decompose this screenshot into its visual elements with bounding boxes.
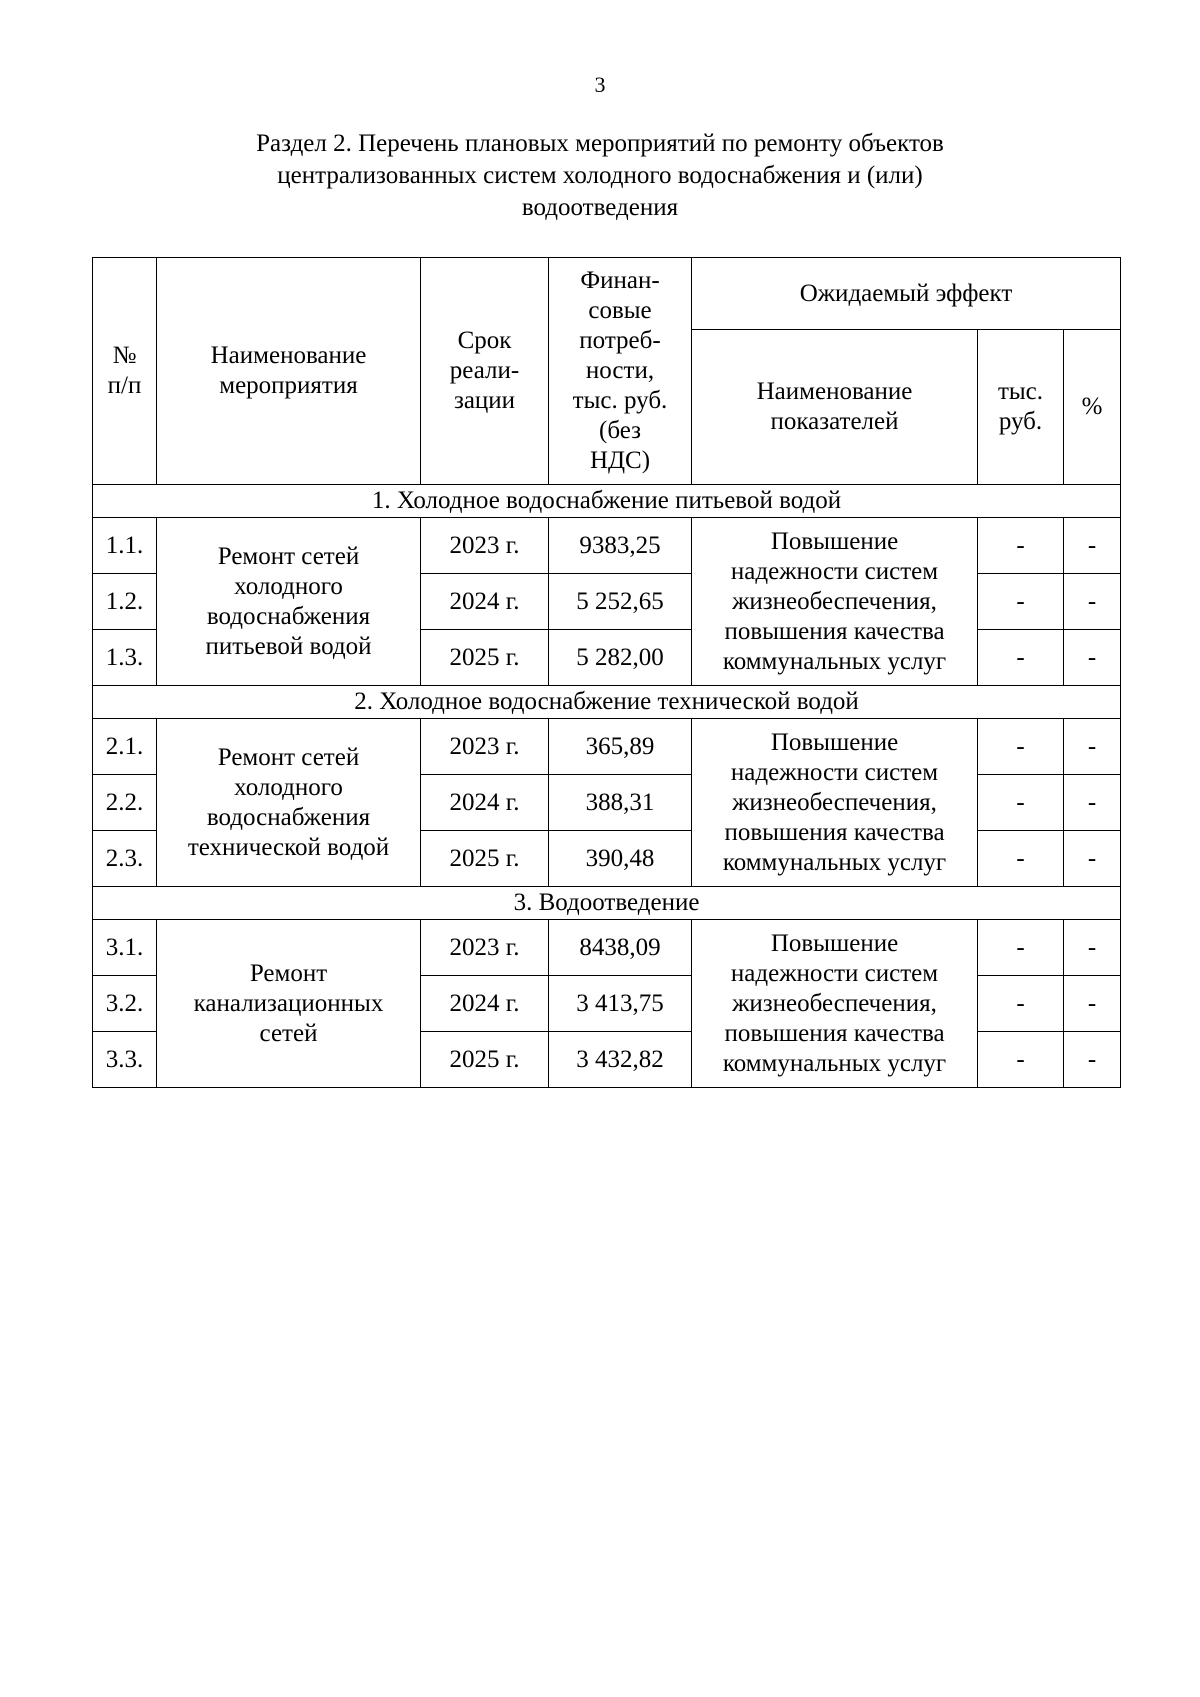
effect-thousand-rub: - — [978, 1032, 1064, 1088]
indicator-line: повышения качества — [724, 617, 945, 645]
header-percent: % — [1064, 330, 1121, 485]
indicator-line: повышения качества — [724, 1019, 945, 1047]
row-number: 3.3. — [93, 1032, 157, 1088]
effect-thousand-rub: - — [978, 574, 1064, 630]
row-number: 3.1. — [93, 920, 157, 976]
effect-thousand-rub: - — [978, 719, 1064, 775]
activity-line: холодного — [234, 773, 343, 801]
row-number: 2.1. — [93, 719, 157, 775]
effect-percent: - — [1064, 831, 1121, 887]
header-thousand-rub: тыс. руб. — [978, 330, 1064, 485]
row-number: 1.3. — [93, 630, 157, 686]
indicator-line: надежности систем — [730, 557, 939, 585]
header-expected-effect: Ожидаемый эффект — [692, 258, 1121, 330]
effect-thousand-rub: - — [978, 518, 1064, 574]
activity-name — [157, 518, 421, 686]
title-line: водоотведения — [521, 194, 679, 221]
effect-thousand-rub: - — [978, 831, 1064, 887]
indicator-line: коммунальных услуг — [722, 848, 947, 876]
row-number: 1.2. — [93, 574, 157, 630]
activity-line: питьевой водой — [205, 632, 372, 660]
activity-line: холодного — [234, 572, 343, 600]
effect-percent: - — [1064, 920, 1121, 976]
page-number: 3 — [594, 72, 606, 97]
header-indicator-name: Наименование показателей — [692, 330, 978, 485]
table-row — [93, 920, 1121, 976]
effect-percent: - — [1064, 574, 1121, 630]
table-row — [93, 719, 1121, 775]
effect-percent: - — [1064, 976, 1121, 1032]
section-heading: 3. Водоотведение — [93, 887, 1121, 920]
activity-line: Ремонт — [249, 959, 328, 987]
term-year: 2025 г. — [421, 630, 549, 686]
effect-thousand-rub: - — [978, 630, 1064, 686]
indicator-line: коммунальных услуг — [722, 647, 947, 675]
indicator-name — [692, 920, 978, 1088]
header-num: № п/п — [93, 258, 157, 485]
effect-thousand-rub: - — [978, 920, 1064, 976]
term-year: 2025 г. — [421, 1032, 549, 1088]
indicator-line: жизнеобеспечения, — [732, 587, 937, 615]
row-number: 2.3. — [93, 831, 157, 887]
finance-amount: 390,48 — [549, 831, 692, 887]
finance-amount: 3 432,82 — [549, 1032, 692, 1088]
indicator-line: повышения качества — [724, 818, 945, 846]
indicator-name — [692, 518, 978, 686]
effect-percent: - — [1064, 1032, 1121, 1088]
finance-amount: 365,89 — [549, 719, 692, 775]
activity-line: сетей — [259, 1019, 318, 1047]
title-line: Раздел 2. Перечень плановых мероприятий по ремонту объектов — [256, 130, 944, 157]
effect-thousand-rub: - — [978, 775, 1064, 831]
section-heading: 1. Холодное водоснабжение питьевой водой — [93, 485, 1121, 518]
effect-percent: - — [1064, 719, 1121, 775]
indicator-line: надежности систем — [730, 959, 939, 987]
finance-amount: 3 413,75 — [549, 976, 692, 1032]
header-activity-name: Наименование мероприятия — [157, 258, 421, 485]
indicator-line: Повышение — [770, 728, 899, 756]
activity-line: водоснабжения — [206, 602, 371, 630]
row-number: 2.2. — [93, 775, 157, 831]
term-year: 2024 г. — [421, 775, 549, 831]
effect-percent: - — [1064, 775, 1121, 831]
term-year: 2023 г. — [421, 518, 549, 574]
term-year: 2025 г. — [421, 831, 549, 887]
effect-percent: - — [1064, 630, 1121, 686]
activity-line: водоснабжения — [206, 803, 371, 831]
finance-amount: 5 282,00 — [549, 630, 692, 686]
finance-amount: 9383,25 — [549, 518, 692, 574]
indicator-line: Повышение — [770, 929, 899, 957]
activity-name — [157, 920, 421, 1088]
table-row — [93, 518, 1121, 574]
activity-line: канализационных — [193, 989, 384, 1017]
title-line: централизованных систем холодного водоснабжения и (или) — [277, 162, 923, 189]
indicator-line: жизнеобеспечения, — [732, 788, 937, 816]
term-year: 2023 г. — [421, 920, 549, 976]
finance-amount: 8438,09 — [549, 920, 692, 976]
term-year: 2023 г. — [421, 719, 549, 775]
finance-amount: 5 252,65 — [549, 574, 692, 630]
finance-amount: 388,31 — [549, 775, 692, 831]
activity-line: Ремонт сетей — [217, 542, 360, 570]
row-number: 1.1. — [93, 518, 157, 574]
activity-line: Ремонт сетей — [217, 743, 360, 771]
header-term: Срок реали- зации — [421, 258, 549, 485]
indicator-line: Повышение — [770, 527, 899, 555]
indicator-name — [692, 719, 978, 887]
header-finance: Финан- совые потреб- ности, тыс. руб. (без НДС) — [549, 258, 692, 485]
activity-name — [157, 719, 421, 887]
indicator-line: коммунальных услуг — [722, 1049, 947, 1077]
row-number: 3.2. — [93, 976, 157, 1032]
plan-table — [92, 257, 1121, 1088]
activity-line: технической водой — [187, 833, 390, 861]
indicator-line: надежности систем — [730, 758, 939, 786]
effect-thousand-rub: - — [978, 976, 1064, 1032]
term-year: 2024 г. — [421, 976, 549, 1032]
term-year: 2024 г. — [421, 574, 549, 630]
section-heading: 2. Холодное водоснабжение технической водой — [93, 686, 1121, 719]
indicator-line: жизнеобеспечения, — [732, 989, 937, 1017]
effect-percent: - — [1064, 518, 1121, 574]
page-title — [180, 128, 1020, 224]
